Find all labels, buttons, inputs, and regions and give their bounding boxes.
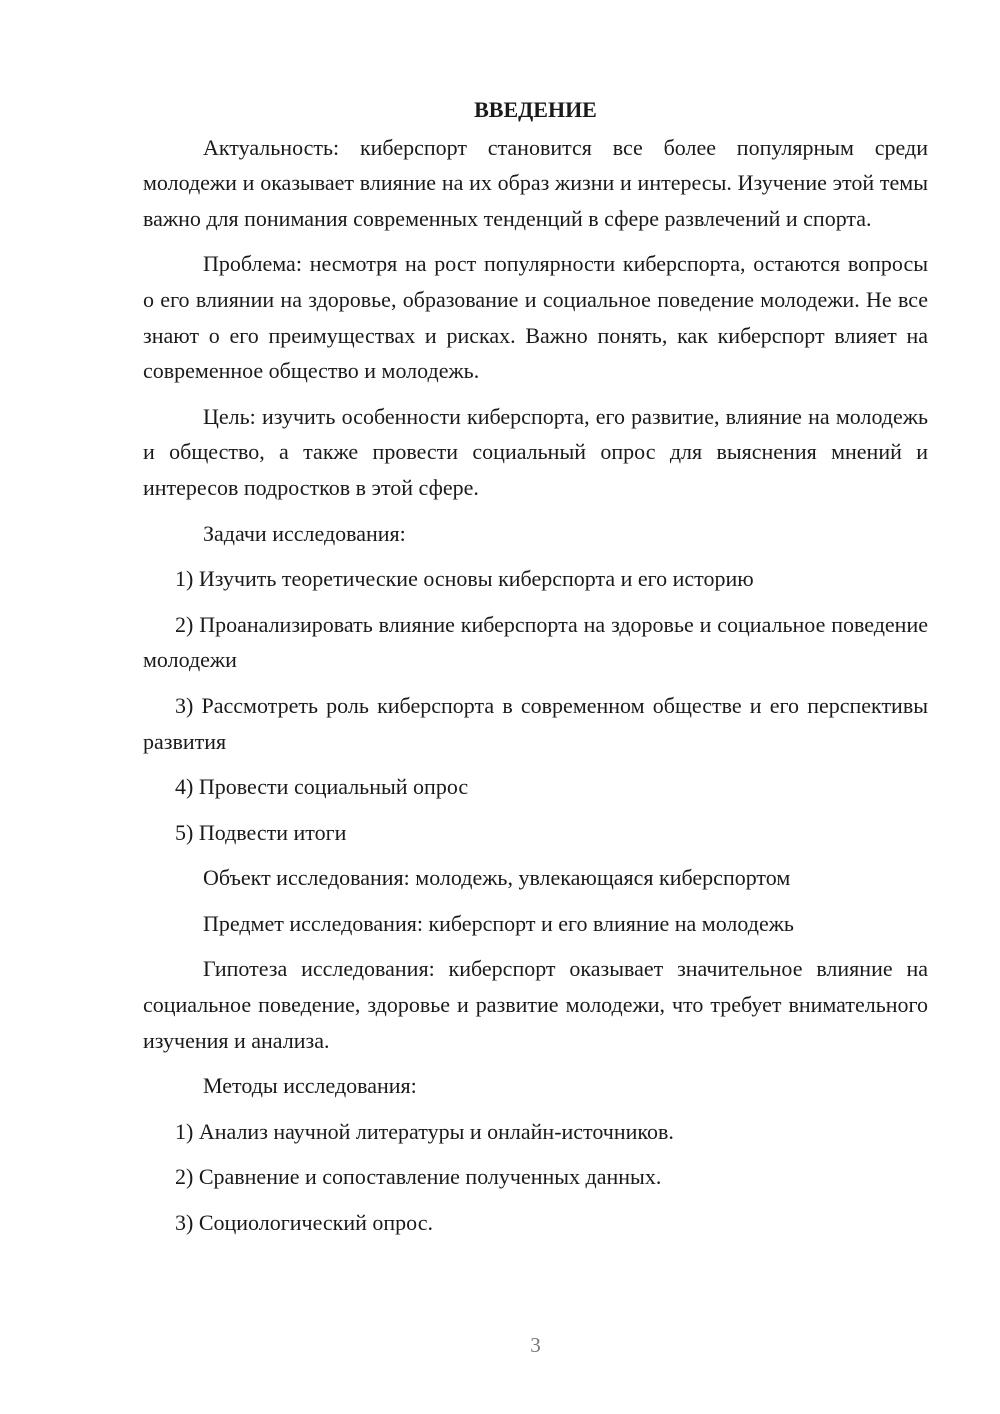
page-content (143, 92, 928, 1251)
task-item-2: 2) Проанализировать влияние киберспорта на здоровье и социальное поведение молодежи (143, 611, 928, 673)
method-item-1: 1) Анализ научной литературы и онлайн-источников. (175, 1118, 674, 1144)
problem-paragraph: Проблема: несмотря на рост популярности киберспорта, остаются вопросы о его влиянии на здоровье, образование и социальное поведение молодежи. Не все знают о его преимуществах и рисках. Важно понять, как киберспорт влияет на современное общество и молодежь. (143, 251, 928, 384)
task-item-5: 5) Подвести итоги (175, 819, 347, 845)
task-item-3: 3) Рассмотреть роль киберспорта в современном обществе и его перспективы развития (143, 692, 928, 754)
object-paragraph: Объект исследования: молодежь, увлекающаяся киберспортом (203, 865, 791, 891)
hypothesis-paragraph: Гипотеза исследования: киберспорт оказывает значительное влияние на социальное поведение, здоровье и развитие молодежи, что требует внимательного изучения и анализа. (143, 956, 928, 1053)
method-item-3: 3) Социологический опрос. (175, 1210, 433, 1236)
tasks-heading: Задачи исследования: (203, 520, 406, 546)
task-item-1: 1) Изучить теоретические основы киберспорта и его историю (175, 566, 754, 592)
goal-paragraph: Цель: изучить особенности киберспорта, его развитие, влияние на молодежь и общество, а также провести социальный опрос для выяснения мнений и интересов подростков в этой сфере. (143, 403, 928, 500)
page-number: 3 (530, 1333, 541, 1357)
subject-paragraph: Предмет исследования: киберспорт и его влияние на молодежь (203, 910, 794, 936)
section-title: ВВЕДЕНИЕ (474, 97, 597, 122)
method-item-2: 2) Сравнение и сопоставление полученных данных. (175, 1164, 662, 1190)
task-item-4: 4) Провести социальный опрос (175, 774, 469, 800)
relevance-paragraph: Актуальность: киберспорт становится все более популярным среди молодежи и оказывает влияние на их образ жизни и интересы. Изучение этой темы важно для понимания современных тенденций в сфере развлечений и спорта. (143, 134, 928, 231)
methods-heading: Методы исследования: (203, 1073, 417, 1099)
